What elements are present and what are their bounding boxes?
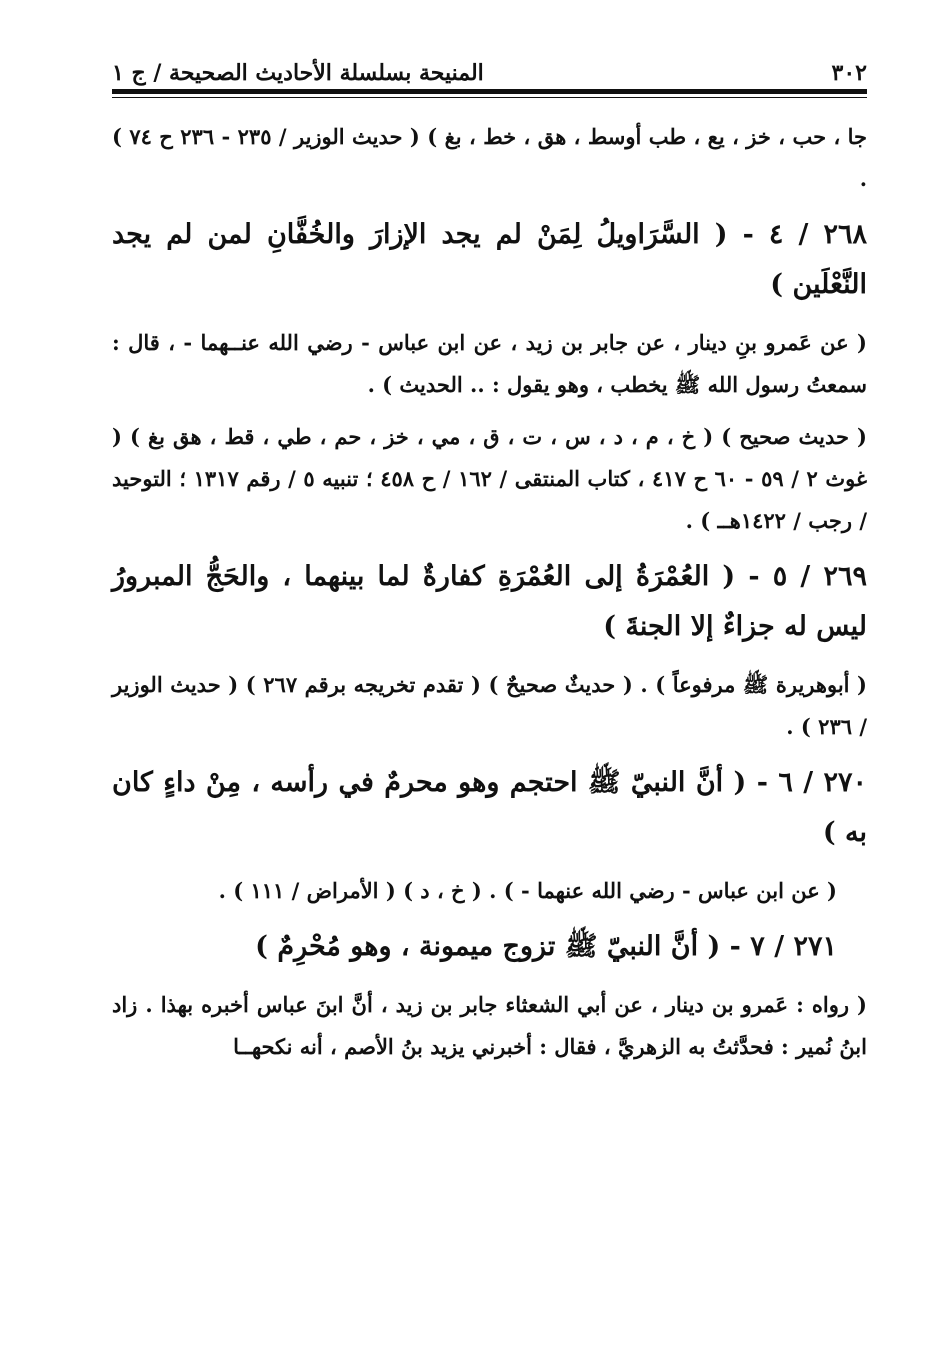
- page-header: [112, 52, 867, 86]
- book-title: المنيحة بسلسلة الأحاديث الصحيحة / ج ١: [112, 60, 484, 86]
- hadith-text-270: ٢٧٠ / ٦ - ( أنَّ النبيّ ﷺ احتجم وهو محرمٌ في رأسه ، مِنْ داءٍ كان به ): [112, 767, 867, 848]
- hadith-text-269: ٢٦٩ / ٥ - ( العُمْرَةُ إلى العُمْرَةِ كفارةٌ لما بينهما ، والحَجُّ المبرورُ ليس له جزاءٌ إلا الجنةَ ): [112, 561, 867, 642]
- reference-paragraph: جا ، حب ، خز ، يع ، طب أوسط ، هق ، خط ، بغ ) ( حديث الوزير / ٢٣٥ - ٢٣٦ ح ٧٤ ) .: [112, 124, 868, 191]
- reference-paragraph: ( عن ابن عباس - رضي الله عنهما - ) . ( خ ، د ) ( الأمراض / ١١١ ) .: [218, 878, 837, 903]
- page-number: ٣٠٢: [831, 60, 867, 86]
- hadith-text-271: ٢٧١ / ٧ - ( أنَّ النبيّ ﷺ تزوج ميمونة ، وهو مُحْرِمٌ ): [255, 931, 837, 962]
- reference-paragraph: ( رواه : عَمرو بن دينار ، عن أبي الشعثاء جابر بن زيد ، أنَّ ابنَ عباس أخبره بهذا . زاد ابنُ نُمير : فحدَّثتُ به الزهريَّ ، فقال : أخبرني يزيد بنُ الأصم ، أنه نكحهــا: [112, 992, 867, 1059]
- hadith-text-268: ٢٦٨ / ٤ - ( السَّرَاويلُ لِمَنْ لم يجد الإزارَ والخُفَّانِ لمن لم يجد النَّعْلَين ): [112, 219, 867, 300]
- reference-paragraph: ( حديث صحيح ) ( خ ، م ، د ، س ، ت ، ق ، مي ، خز ، حم ، طي ، قط ، هق بغ ) ( غوث ٢ / ٥٩ - ٦٠ ح ٤١٧ ، كتاب المنتقى / ١٦٢ / ح ٤٥٨ ؛ تنبيه ٥ / رقم ١٣١٧ ؛ التوحيد / رجب / ١٤٢٢هــ ) .: [112, 424, 867, 533]
- reference-paragraph: ( عن عَمرو بنِ دينار ، عن جابر بن زيد ، عن ابن عباس - رضي الله عنــهما - ، قال : سمعتُ رسول الله ﷺ يخطب ، وهو يقول : .. الحديث ) .: [112, 330, 867, 397]
- header-rule-thin: [112, 97, 867, 98]
- reference-paragraph: ( أبوهريرة ﷺ مرفوعاً ) . ( حديثٌ صحيحٌ ) ( تقدم تخريجه برقم ٢٦٧ ) ( حديث الوزير / ٢٣٦ ) .: [112, 672, 867, 739]
- book-page: [112, 52, 867, 1078]
- header-rule-thick: [112, 89, 867, 94]
